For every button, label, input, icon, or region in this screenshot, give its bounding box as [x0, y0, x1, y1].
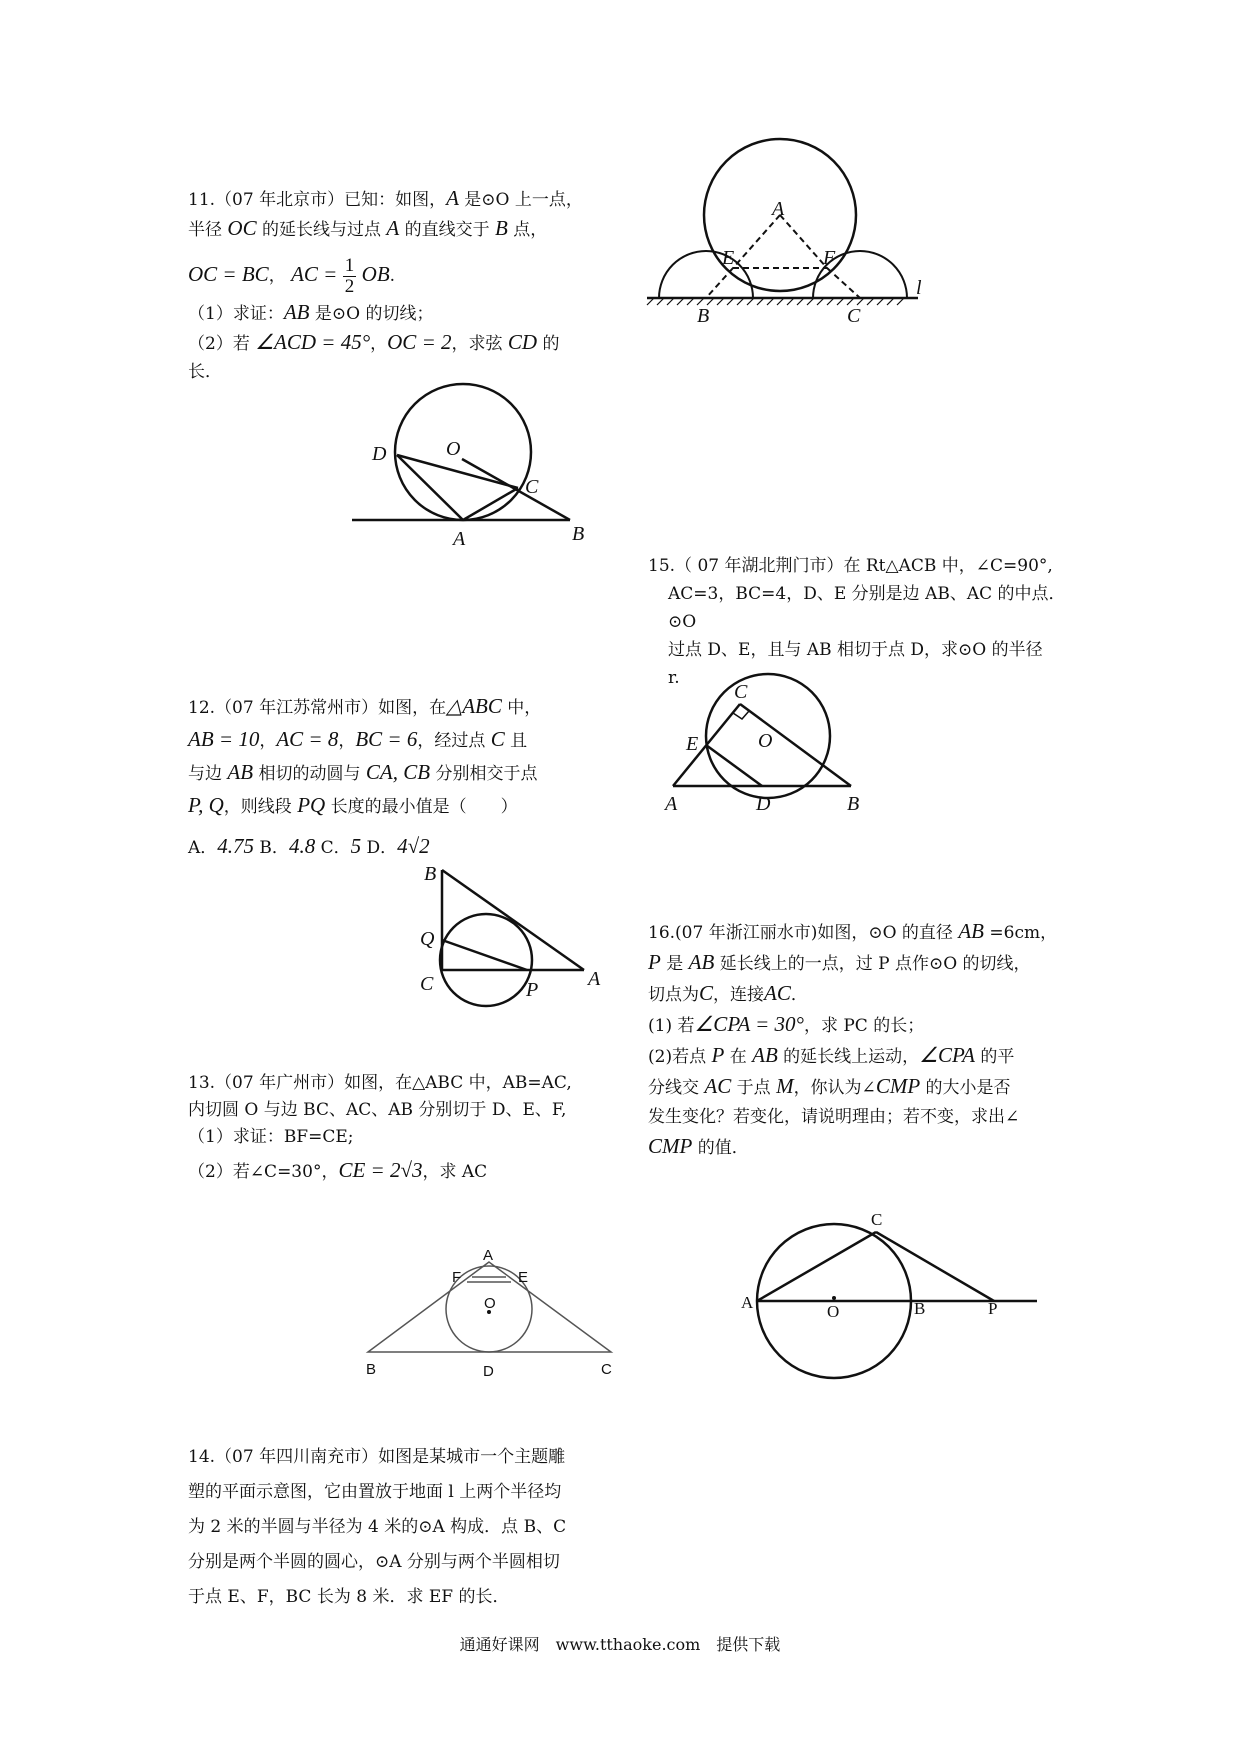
q15-label-O: O [758, 730, 773, 752]
q14-semicircle-B [659, 251, 753, 298]
q12-figure [415, 862, 615, 1012]
q11-part2-cont: 长． [188, 362, 222, 382]
q11-equation: OC = BC， AC = $\frac{1}{2}$ OB. [188, 255, 396, 297]
q12-circle [440, 914, 532, 1006]
q11-label-C: C [525, 476, 539, 498]
q13-line2: 内切圆 O 与边 BC、AC、AB 分别切于 D、E、F, [188, 1100, 567, 1120]
q15-right-angle-mark [733, 711, 749, 719]
q16-label-B: B [914, 1299, 926, 1318]
q13-label-C: C [601, 1361, 612, 1378]
q12-segment-PQ [442, 940, 527, 970]
q14-label-B: B [697, 305, 710, 327]
q12-label-B: B [424, 863, 437, 885]
q13-line4: （2）若∠C=30°，CE = 2√3，求 AC [188, 1158, 488, 1182]
q13-label-A: A [483, 1247, 494, 1264]
q14-text [188, 1440, 608, 1615]
q15-label-E: E [686, 733, 699, 755]
q14-line2: 塑的平面示意图，它由置放于地面 l 上两个半径均 [188, 1482, 562, 1502]
q14-label-C: C [847, 305, 861, 327]
q16-line7: 发生变化？若变化，请说明理由；若不变，求出∠ [648, 1107, 1020, 1127]
page-footer: 通通好课网 www.tthaoke.com 提供下载 [459, 1635, 781, 1654]
q13-label-D: D [483, 1363, 494, 1380]
q16-line6: 分线交 AC 于点 M，你认为∠CMP 的大小是否 [648, 1074, 1011, 1098]
q13-label-O: O [484, 1295, 496, 1312]
q15-label-D: D [756, 793, 771, 815]
q13-label-B: B [366, 1361, 377, 1378]
q16-label-C: C [871, 1210, 883, 1229]
q12-label-A: A [588, 968, 601, 990]
fraction-one-half: $\frac{1}{2}$ [344, 255, 355, 297]
q15-line3: 过点 D、E，且与 AB 相切于点 D，求⊙O 的半径 [668, 640, 1043, 660]
q11-label-D: D [372, 443, 387, 465]
q11-part1: （1）求证：AB 是⊙O 的切线； [188, 300, 434, 324]
q13-line1: 13.（07 年广州市）如图，在△ABC 中，AB=AC, [188, 1073, 572, 1093]
q14-line1: 14.（07 年四川南充市）如图是某城市一个主题雕 [188, 1447, 566, 1467]
q15-label-A: A [665, 793, 678, 815]
q11-figure [345, 385, 605, 555]
q12-label-P: P [526, 979, 539, 1001]
q16-chord-AC [757, 1232, 876, 1301]
q15-label-C: C [734, 681, 748, 703]
q16-line3: 切点为C，连接AC． [648, 981, 808, 1005]
q16-line5: (2)若点 P 在 AB 的延长线上运动，∠CPA 的平 [648, 1043, 1015, 1067]
q16-line1: 16.(07 年浙江丽水市)如图，⊙O 的直径 AB =6cm， [648, 919, 1058, 943]
q12-text [188, 691, 608, 864]
q14-line3: 为 2 米的半圆与半径为 4 米的⊙A 构成．点 B、C [188, 1517, 567, 1537]
q15-line1: 15.（ 07 年湖北荆门市）在 Rt△ACB 中，∠C=90°, [648, 556, 1053, 576]
q14-figure [645, 140, 935, 330]
q12-line3: 与边 AB 相切的动圆与 CA, CB 分别相交于点 [188, 760, 538, 784]
q11-part2: （2）若 ∠ACD = 45°，OC = 2，求弦 CD 的 [188, 330, 560, 354]
q13-line3: （1）求证：BF=CE; [188, 1127, 354, 1147]
q14-line4: 分别是两个半圆的圆心，⊙A 分别与两个半圆相切 [188, 1552, 560, 1572]
q11-circle [395, 384, 531, 520]
q16-text [648, 917, 1078, 1163]
q16-label-O: O [827, 1302, 840, 1321]
q12-options: A．4.75 B．4.8 C．5 D．4√2 [188, 834, 430, 858]
q13-figure [355, 1240, 625, 1380]
q11-label-A: A [453, 528, 466, 550]
q11-line2: 半径 OC 的延长线与过点 A 的直线交于 B 点， [188, 216, 548, 240]
q14-label-l: l [916, 277, 922, 299]
q15-text [648, 552, 1068, 692]
q16-tangent-CP [876, 1232, 994, 1301]
q14-label-A: A [772, 198, 785, 220]
q15-side-CB [740, 704, 851, 786]
q15-label-B: B [847, 793, 860, 815]
q14-label-F: F [823, 247, 836, 269]
q12-label-Q: Q [420, 928, 435, 950]
q14-label-E: E [722, 247, 735, 269]
q16-center-dot [832, 1296, 836, 1300]
q12-line2: AB = 10，AC = 8，BC = 6，经过点 C 且 [188, 727, 528, 751]
q14-line5: 于点 E、F，BC 长为 8 米．求 EF 的长． [188, 1587, 510, 1607]
q12-line1: 12.（07 年江苏常州市）如图，在△ABC 中， [188, 694, 542, 718]
q11-text [188, 184, 608, 386]
q16-line8: CMP 的值． [648, 1134, 749, 1158]
q16-label-P: P [988, 1299, 998, 1318]
q11-label-B: B [572, 523, 585, 545]
q15-line4: r. [668, 668, 680, 688]
q13-text [188, 1070, 608, 1186]
q16-line4: (1) 若∠CPA = 30°，求 PC 的长； [648, 1012, 925, 1036]
q11-label-O: O [446, 438, 461, 460]
q13-label-F: F [452, 1269, 462, 1286]
q12-line4: P, Q，则线段 PQ 长度的最小值是（ ） [188, 793, 518, 817]
q16-figure [740, 1200, 1040, 1380]
q15-figure [660, 672, 900, 822]
q15-line2: AC=3，BC=4，D、E 分别是边 AB、AC 的中点．⊙O [668, 584, 1066, 632]
q16-line2: P 是 AB 延长线上的一点，过 P 点作⊙O 的切线， [648, 950, 1031, 974]
q16-label-A: A [741, 1293, 754, 1312]
q11-line1: 11.（07 年北京市）已知：如图，A 是⊙O 上一点， [188, 186, 583, 210]
q12-label-C: C [420, 973, 434, 995]
q13-label-E: E [518, 1269, 529, 1286]
